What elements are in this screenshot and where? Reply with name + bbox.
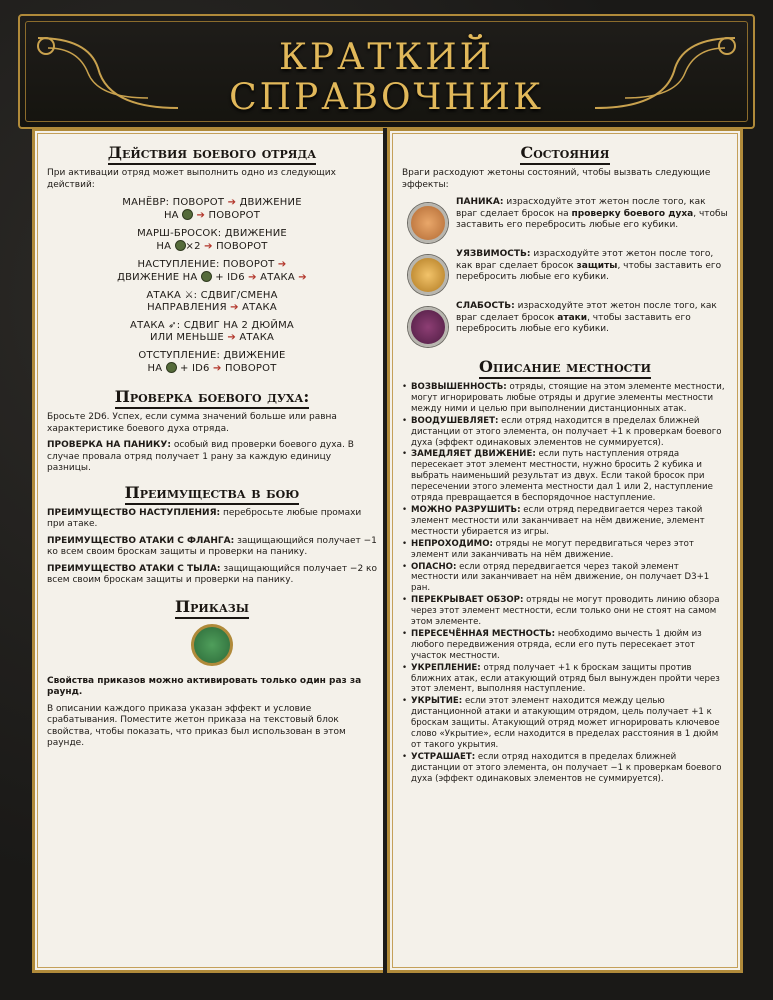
vulnerable-token-icon — [408, 255, 448, 295]
condition-panic: ПАНИКА: израсходуйте этот жетон после того, как враг сделает бросок на проверку боевого духа, чтобы заставить его перебросить любые его кубики. — [402, 197, 728, 243]
actions-intro: При активации отряд может выполнить одно из следующих действий: — [47, 168, 336, 190]
advantage-flank: ПРЕИМУЩЕСТВО АТАКИ С ФЛАНГА: защищающийся получает −1 ко всем своим броскам защиты и проверки на панику. — [47, 535, 377, 557]
terrain-item: • ЗАМЕДЛЯЕТ ДВИЖЕНИЕ: если путь наступления отряда пересекает этот элемент местности, нужно бросить 2 кубика и выбрать наименьший результат из двух. Если такой бросок при пересечении этого элемента местности дал 1 или 2, наступление отряда превращается в беспорядочное наступление. — [402, 449, 728, 504]
terrain-item: • УКРЫТИЕ: если этот элемент находится между целью дистанционной атаки и атакующим отрядом, цель получает +1 к броскам защиты. Атакующий отряд может игнорировать ключевое слово «Укрытие», если находится в пределах расстояния в 1 дюйм от такого укрытия. — [402, 696, 728, 751]
left-panel — [32, 128, 392, 973]
morale-text: Бросьте 2D6. Успех, если сумма значений больше или равна характеристике боевого духа отряда. — [47, 412, 337, 434]
orders-once: Свойства приказов можно активировать только один раз за раунд. — [47, 675, 362, 697]
orders-heading: Приказы — [47, 597, 377, 616]
movement-die-icon — [175, 240, 186, 251]
advantage-rear: ПРЕИМУЩЕСТВО АТАКИ С ТЫЛА: защищающийся получает −2 ко всем своим броскам защиты и проверки на панику. — [47, 563, 377, 585]
terrain-heading: Описание местности — [402, 357, 728, 376]
conditions-heading: Состояния — [402, 143, 728, 162]
page-title: КРАТКИЙ СПРАВОЧНИК — [229, 37, 544, 118]
action-charge: НАСТУПЛЕНИЕ: ПОВОРОТ ➔ ДВИЖЕНИЕ НА + ID6 ➔ АТАКА ➔ — [117, 259, 307, 283]
movement-die-icon — [166, 362, 177, 373]
terrain-item: • НЕПРОХОДИМО: отряды не могут передвигаться через этот элемент или заканчивать на нём движение. — [402, 539, 728, 561]
terrain-item: • ПЕРЕКРЫВАЕТ ОБЗОР: отряды не могут проводить линию обзора через этот элемент местности, если только они не стоят на самом этом элементе. — [402, 595, 728, 628]
action-manoeuvre: МАНЁВР: ПОВОРОТ ➔ ДВИЖЕНИЕ НА ➔ ПОВОРОТ — [122, 197, 302, 221]
morale-heading: Проверка боевого духа: — [47, 387, 377, 406]
panic-token-icon — [408, 203, 448, 243]
terrain-item: • УКРЕПЛЕНИЕ: отряд получает +1 к броскам защиты против ближних атак, если атакующий отряд был вынужден пройти через этот элемент, выполняя наступление. — [402, 663, 728, 696]
advantages-heading: Преимущества в бою — [47, 483, 377, 502]
action-retreat: ОТСТУПЛЕНИЕ: ДВИЖЕНИЕ НА + ID6 ➔ ПОВОРОТ — [138, 350, 286, 374]
terrain-item: • МОЖНО РАЗРУШИТЬ: если отряд передвигается через такой элемент местности или заканчивает на нём движение, элемент местности убирается из игры. — [402, 505, 728, 538]
terrain-item: • УСТРАШАЕТ: если отряд находится в пределах ближней дистанции от этого элемента, он получает −1 к проверкам боевого духа (эффект одинаковых элементов не суммируется). — [402, 752, 728, 785]
conditions-intro: Враги расходуют жетоны состояний, чтобы вызвать следующие эффекты: — [402, 168, 711, 190]
action-march: МАРШ-БРОСОК: ДВИЖЕНИЕ НА ×2 ➔ ПОВОРОТ — [137, 228, 287, 252]
terrain-list — [402, 382, 728, 785]
action-melee-attack: АТАКА ⚔: СДВИГ/СМЕНА НАПРАВЛЕНИЯ ➔ АТАКА — [146, 290, 278, 313]
orders-desc: В описании каждого приказа указан эффект и условие срабатывания. Поместите жетон приказа на текстовый блок свойства, чтобы показать, что приказ был использован в этом раунде. — [47, 703, 346, 748]
condition-weak: СЛАБОСТЬ: израсходуйте этот жетон после того, как враг сделает бросок атаки, чтобы заставить его перебросить любые его кубики. — [402, 301, 728, 347]
bow-icon: ➶ — [168, 320, 177, 331]
advantage-charge: ПРЕИМУЩЕСТВО НАСТУПЛЕНИЯ: перебросьте любые промахи при атаке. — [47, 507, 362, 529]
header-frame — [18, 14, 755, 129]
movement-die-icon — [201, 271, 212, 282]
sword-icon: ⚔ — [184, 290, 194, 301]
condition-vulnerable: УЯЗВИМОСТЬ: израсходуйте этот жетон после того, как враг сделает бросок защиты, чтобы заставить его перебросить любые его кубики. — [402, 249, 728, 295]
weak-token-icon — [408, 307, 448, 347]
terrain-item: • ОПАСНО: если отряд передвигается через такой элемент местности или заканчивает на нём движение, он получает D3+1 ран. — [402, 562, 728, 595]
panic-text: ПРОВЕРКА НА ПАНИКУ: особый вид проверки боевого духа. В случае провала отряд получает 1 рану за каждую единицу разницы. — [47, 440, 354, 473]
order-token-icon — [191, 624, 233, 666]
terrain-item: • ПЕРЕСЕЧЁННАЯ МЕСТНОСТЬ: необходимо вычесть 1 дюйм из любого передвижения отряда, если его путь пересекает этот участок местности. — [402, 629, 728, 662]
actions-heading: Действия боевого отряда — [47, 143, 377, 162]
movement-die-icon — [182, 209, 193, 220]
right-panel — [387, 128, 743, 973]
action-ranged-attack: АТАКА ➶: СДВИГ НА 2 ДЮЙМА ИЛИ МЕНЬШЕ ➔ АТАКА — [130, 320, 294, 343]
terrain-item: • ВОЗВЫШЕННОСТЬ: отряды, стоящие на этом элементе местности, могут игнорировать любые отряды и другие элементы местности между ними и целью при выполнении дистанционных атак. — [402, 382, 728, 415]
terrain-item: • ВООДУШЕВЛЯЕТ: если отряд находится в пределах ближней дистанции от этого элемента, он получает +1 к проверкам боевого духа (эффект одинаковых элементов не суммируется). — [402, 416, 728, 449]
